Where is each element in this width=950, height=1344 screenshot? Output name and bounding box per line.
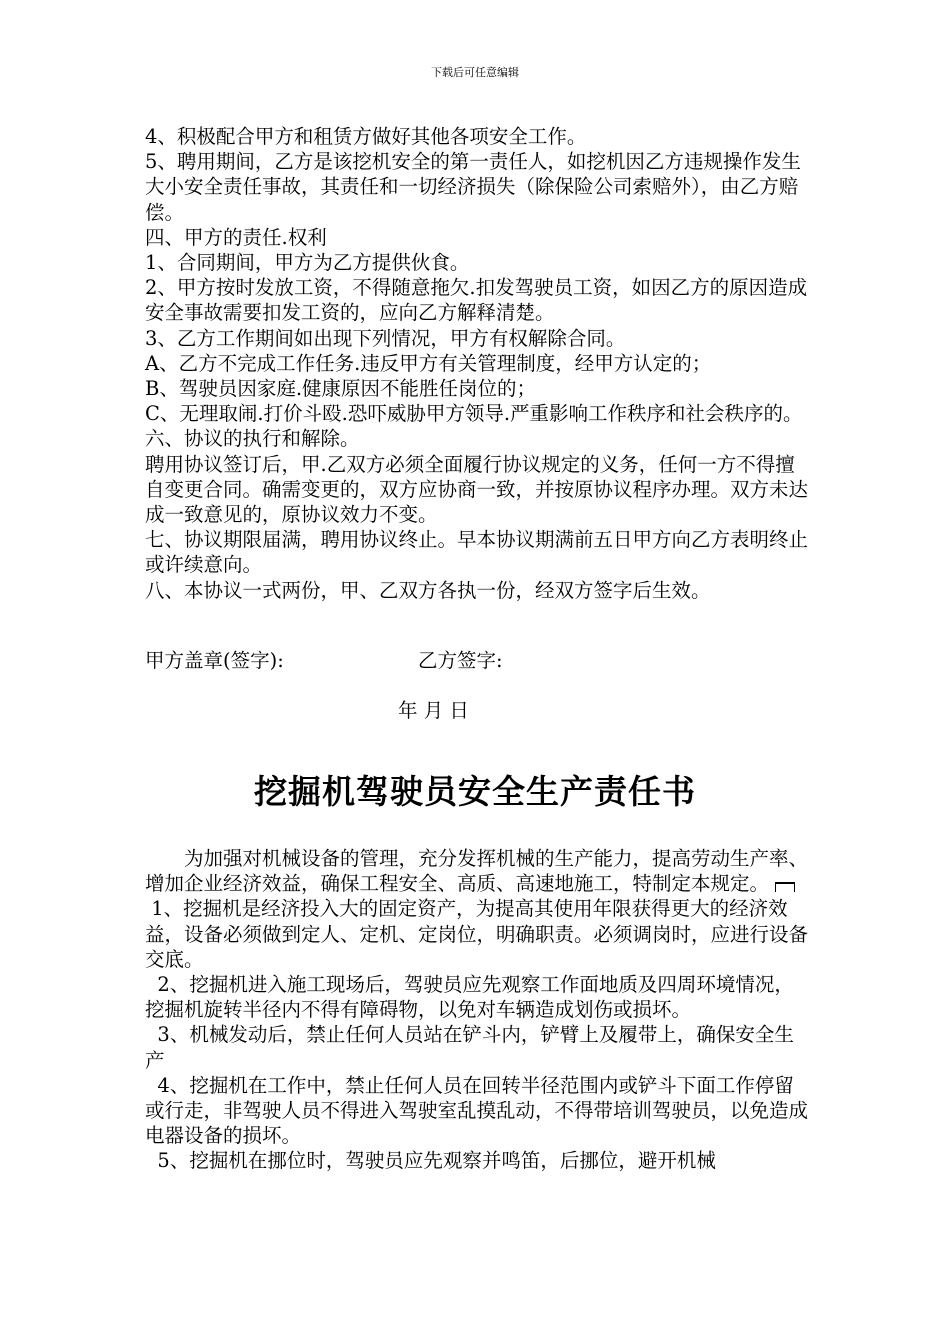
- clause: 3、乙方工作期间如出现下列情况，甲方有权解除合同。: [145, 326, 626, 350]
- clause: 聘用协议签订后，甲.乙双方必须全面履行协议规定的义务，任何一方不得擅自变更合同。确需变更的，双方应协商一致，并按原协议程序办理。双方未达成一致意见的，原协议效力不变。: [145, 452, 809, 527]
- intro-text: 为加强对机械设备的管理，充分发挥机械的生产能力，提高劳动生产率、增加企业经济效益，确保工程安全、高质、高速地施工，特制定本规定。: [145, 847, 809, 896]
- rule-item: 5、挖掘机在挪位时，驾驶员应先观察并鸣笛，后挪位，避开机械: [145, 1149, 716, 1173]
- intro-paragraph: [145, 846, 810, 896]
- rule-item: 3、机械发动后，禁止任何人员站在铲斗内，铲臂上及履带上，确保安全生产: [145, 1023, 794, 1072]
- bracket-mark-icon: [775, 882, 795, 892]
- section-heading: 四、甲方的责任.权利: [145, 225, 327, 249]
- clause: B、驾驶员因家庭.健康原因不能胜任岗位的；: [145, 377, 537, 401]
- clause: A、乙方不完成工作任务.违反甲方有关管理制度，经甲方认定的；: [145, 351, 712, 375]
- document-title: 挖掘机驾驶员安全生产责任书: [254, 772, 696, 811]
- clause: 4、积极配合甲方和租赁方做好其他各项安全工作。: [145, 125, 587, 148]
- party-b-signature-label: 乙方签字:: [418, 649, 503, 672]
- responsibility-body: [145, 846, 810, 1174]
- clause: C、无理取闹.打价斗殴.恐吓威胁甲方领导.严重影响工作秩序和社会秩序的。: [145, 402, 803, 426]
- section-heading: 六、协议的执行和解除。: [145, 427, 360, 451]
- clause: 八、本协议一式两份，甲、乙双方各执一份，经双方签字后生效。: [145, 578, 711, 602]
- contract-clauses: [145, 124, 810, 603]
- clause: 5、聘用期间，乙方是该挖机安全的第一责任人，如挖机因乙方违规操作发生大小安全责任事故，其责任和一切经济损失（除保险公司索赔外），由乙方赔偿。: [145, 150, 801, 224]
- rule-item: 1、挖掘机是经济投入大的固定资产，为提高其使用年限获得更大的经济效益，设备必须做到定人、定机、定岗位，明确职责。必须调岗时，应进行设备交底。: [145, 897, 809, 971]
- rule-item: 2、挖掘机进入施工现场后，驾驶员应先观察工作面地质及四周环境情况，挖掘机旋转半径内不得有障碍物，以免对车辆造成划伤或损坏。: [145, 973, 794, 1022]
- clause: 1、合同期间，甲方为乙方提供伙食。: [145, 251, 470, 275]
- party-a-signature-label: 甲方盖章(签字):: [145, 649, 284, 672]
- date-line: 年 月 日: [398, 699, 469, 722]
- page-header: 下载后可任意编辑: [431, 66, 519, 79]
- rule-item: 4、挖掘机在工作中，禁止任何人员在回转半径范围内或铲斗下面工作停留或行走，非驾驶人员不得进入驾驶室乱摸乱动，不得带培训驾驶员，以免造成电器设备的损坏。: [145, 1073, 809, 1148]
- clause: 七、协议期限届满，聘用协议终止。早本协议期满前五日甲方向乙方表明终止或许续意向。: [145, 528, 809, 577]
- clause: 2、甲方按时发放工资，不得随意拖欠.扣发驾驶员工资，如因乙方的原因造成安全事故需要扣发工资的，应向乙方解释清楚。: [145, 276, 808, 325]
